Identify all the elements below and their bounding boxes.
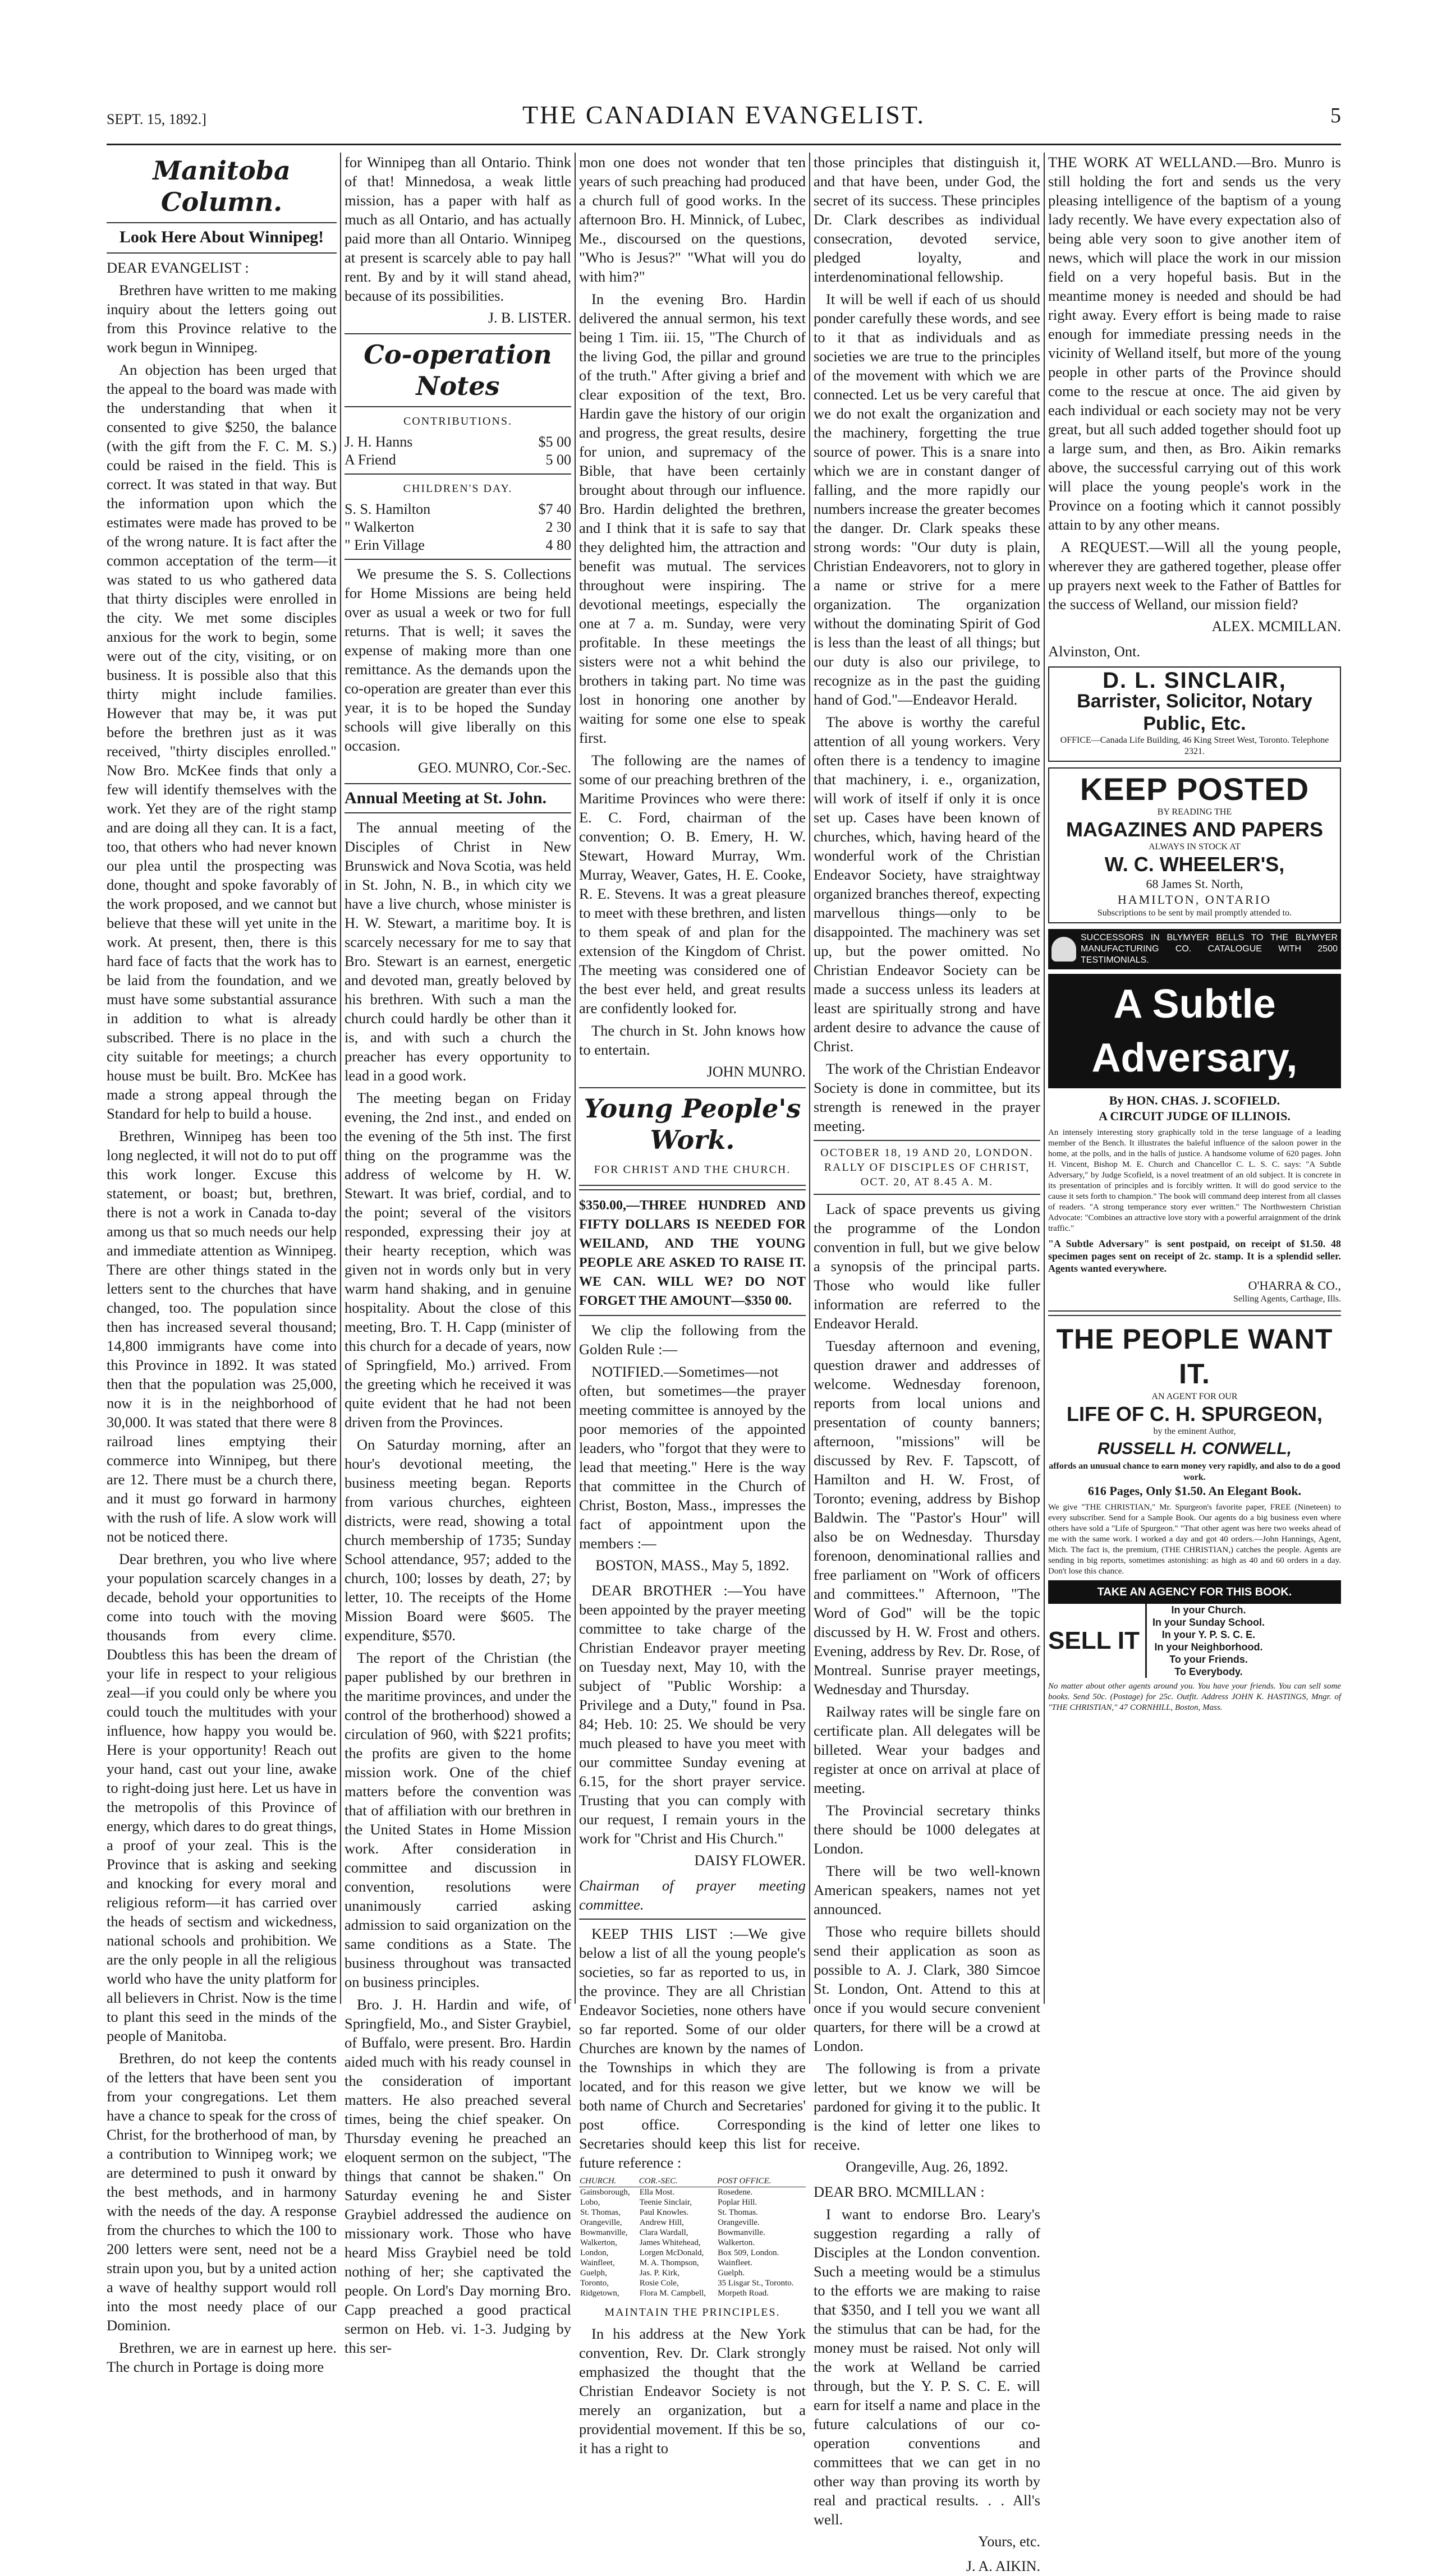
- article-paragraph: The meeting began on Friday evening, the 2nd inst., and ended on the evening of the 5th inst. The first thing on the programme was the address of welcome by H. W. Stewart. It was brief, cordial, and to the point; several of the visitors responded, expressing their joy at their hearty reception, which was given not in words only but in very warm hand shaking, and in genuine hospitality. About the close of this meeting, Bro. T. H. Capp (minister of this church for a decade of years, now of Springfield, Mo.) arrived. From the greeting which he received it was quite evident that he had not been driven from the Provinces.: [345, 1089, 571, 1430]
- column-4: [814, 153, 1040, 2574]
- manitoba-column-heading: Manitoba Column.: [153, 155, 291, 217]
- divider: [579, 1087, 806, 1088]
- article-paragraph: There will be two well-known American speakers, names not yet announced.: [814, 1862, 1040, 1917]
- contribution-row: J. H. Hanns $5 00: [345, 434, 571, 450]
- article-paragraph: The following are the names of some of our preaching brethren of the Maritime Provinces who were there: E. C. Ford, chairman of the convention; O. B. Emery, H. W. Stewart, Howard Murray, Wm. Murray, Weaver, Gates, H. E. Cooke, R. E. Stevens. It was a great pleasure to meet with these brethren, and listen to them speak of and plan for the extension of the Kingdom of Christ. The meeting was considered one of the best ever held, and great results are confidently looked for.: [579, 752, 806, 1016]
- selling-agents: Selling Agents, Carthage, Ills.: [1233, 1294, 1341, 1304]
- column-1: [107, 153, 337, 2375]
- sell-it-label: SELL IT: [1048, 1627, 1140, 1654]
- ad-address: OFFICE—Canada Life Building, 46 King Street West, Toronto. Telephone 2321.: [1060, 735, 1329, 756]
- letter-dateline: Orangeville, Aug. 26, 1892.: [846, 2159, 1008, 2175]
- young-peoples-work-heading: Young People's Work.: [584, 1093, 801, 1155]
- article-paragraph: Brethren, we are in earnest up here. The church in Portage is doing more: [107, 2339, 337, 2375]
- column-divider: [575, 153, 576, 2004]
- subtle-adversary-advertisement: [1048, 974, 1341, 1305]
- article-paragraph: The annual meeting of the Disciples of Christ in New Brunswick and Nova Scotia, was held in St. John, N. B., in which city we have a live church, whose minister is H. W. Stewart, a maritime boy. It is scarcely necessary for me to say that Bro. Stewart is an earnest, energetic and devoted man, greatly beloved by his brethren. With such a man the church could hardly be other than it is, and with such a church the preacher has every opportunity to lead in a good work.: [345, 819, 571, 1084]
- book-title: A Subtle Adversary,: [1048, 974, 1341, 1088]
- table-row: Toronto, Rosie Cole, 35 Lisgar St., Toronto.: [580, 2279, 794, 2288]
- contribution-row: A Friend 5 00: [345, 452, 571, 468]
- book-author: By HON. CHAS. J. SCOFIELD.: [1109, 1093, 1280, 1107]
- article-paragraph: Bro. J. H. Hardin and wife, of Springfield, Mo., and Sister Graybiel, of Buffalo, were present. Bro. Hardin aided much with his ready counsel in the consideration of important matters. He also preached several times, being the chief speaker. On Thursday evening he preached an eloquent sermon on the subject, "The things that cannot be shaken." On Saturday evening he and Sister Graybiel addressed the audience on missionary work. Those who have heard Miss Graybiel need be told nothing of her; she captivated the people. On Lord's Day morning Bro. Capp preached a good practical sermon on Heb. vi. 1-3. Judging by this ser-: [345, 1996, 571, 2356]
- divider: [345, 406, 571, 407]
- article-paragraph: The above is worthy the careful attention of all young workers. Very often there is a tendency to imagine that machinery, i. e., organization, will work of itself if only it is once set up. Cases have been known of churches, which, having heard of the wonderful work of the Christian Endeavor Society, have straightway organized branches thereof, expecting marvellous things—only to be disappointed. The machinery was set up, but the power omitted. No Christian Endeavor Society can be made a success unless its leaders at least are spiritually strong and have ardent desire to advance the cause of Christ.: [814, 714, 1040, 1055]
- book-price: "A Subtle Adversary" is sent postpaid, on receipt of $1.50. 48 specimen pages sent on receipt of 2c. stamp. It is a splendid seller. Agents wanted everywhere.: [1048, 1238, 1341, 1274]
- table-row: Wainfleet, M. A. Thompson, Wainfleet.: [580, 2258, 752, 2267]
- article-paragraph: An objection has been urged that the appeal to the board was made with the understanding that when it consented to give $250, the balance (with the gift from the F. C. M. S.) could be raised in the field. This is correct. It was stated in that way. But the information upon which the estimates were made has proved to be of the wrong nature. It is fact after the common acceptation of the term—it was stated to us who gathered data that thirty disciples were enrolled in the city. We met some disciples anxious for the work to begin, some were out of the city, visiting, or on business. It is possible also that this thirty might include families. However that may be, it was put before the brethren just as it was received, "thirty disciples enrolled." Now Bro. McKee finds that only a few will identify themselves with the work. Yet they are of the right stamp and are doing all they can. It is a fact, too, that others who had never known our plea until the prospecting was done, thought and spoke favorably of the work proposed, and we cannot but believe that these will yet unite in the work. At present, then, there is this hard face of facts that the work has to be laid from the foundation, and we must have some substantial assurance in addition to what is already subscribed. There is no place in the city suitable for meetings; a church house must be built. Bro. McKee has made a strong appeal through the Standard for help to build a house.: [107, 361, 337, 1122]
- page-header: [107, 100, 1341, 136]
- ad-book: LIFE OF C. H. SPURGEON,: [1066, 1402, 1323, 1425]
- divider: [107, 252, 337, 254]
- column-5: [1048, 153, 1341, 2004]
- sinclair-advertisement: [1048, 666, 1341, 762]
- ad-store: W. C. WHEELER'S,: [1104, 853, 1285, 876]
- letter-dateline: BOSTON, MASS., May 5, 1892.: [595, 1557, 789, 1574]
- book-blurb: An intensely interesting story graphically told in the terse language of a leading member of the Bench. It illustrates the baleful influence of the saloon power in the home, at the polls, and in the halls of justice. A handsome volume of 620 pages. John H. Vincent, Bishop M. E. Church and Chancellor C. L. S. C. says: "A Subtle Adversary," by Judge Scofield, is a novel treatment of an old subject. It is concrete in its presentation of principles and is forcibly written. It will do good service to the cause it sets forth to champion." The book will command deep interest from all classes of readers. "A strong temperance story ever written." The Northwestern Christian Advocate: "Combines an attractive love story with a powerful arraignment of the drink traffic.": [1048, 1128, 1341, 1233]
- article-paragraph: The Provincial secretary thinks there should be 1000 delegates at London.: [814, 1802, 1040, 1857]
- ad-take-agency: TAKE AN AGENCY FOR THIS BOOK.: [1048, 1580, 1341, 1604]
- signature-place: Alvinston, Ont.: [1048, 643, 1141, 660]
- article-paragraph: Tuesday afternoon and evening, question drawer and addresses of welcome. Wednesday forenoon, reports from local unions and presentation of county banners; afternoon, "missions" will be discussed by Rev. F. Tapscott, of Hamilton and H. W. Frost, of Toronto; evening, address by Bishop Baldwin. The "Pastor's Hour" will also be on Wednesday. Thursday forenoon, denominational rallies and free parliament on "Work of officers and committees." Afternoon, "The Word of God" will be the topic discussed by H. W. Frost and others. Evening, address by Rev. Dr. Rose, of Montreal. Sunrise prayer meetings, Wednesday and Thursday.: [814, 1337, 1040, 1698]
- spurgeon-advertisement: [1048, 1322, 1341, 1713]
- ad-pages: 616 Pages, Only $1.50. An Elegant Book.: [1087, 1484, 1302, 1498]
- list-item: In your Y. P. S. C. E.: [1161, 1629, 1256, 1640]
- divider: [345, 333, 571, 334]
- article-paragraph: Brethren, Winnipeg has been too long neglected, it will not do to put off this work longer. Excuse this statement, or boast; but, brethren, there is not a work in Canada to-day among us that so much needs our help and immediate attention as Winnipeg. There are other things stated in the letters sent to the churches that have changed, too. The population since then has increased several thousand; 14,800 immigrants have come into this Province in 1892. It was stated then that the population was 25,000, now it is in the neighborhood of 30,000. It was stated that there were 8 railroad lines emptying their commerce into Winnipeg, but there are 12. There must be a church there, and it must go forward in harmony with the rush of life. A slow work will not be noticed there.: [107, 1128, 337, 1545]
- ad-title: Barrister, Solicitor, Notary Public, Etc.: [1077, 691, 1312, 734]
- article-paragraph: THE WORK AT WELLAND.—Bro. Munro is still holding the fort and sends us the very pleasing intelligence of the baptism of a young lady recently. We have every expectation also of being able very soon to give another item of news, which will place the work in our mission field on a very hopeful basis. But in the meantime money is needed and should be had right away. Every effort is being made to raise enough for immediate pressing needs in the vicinity of Welland itself, but more of the young people in other parts of the Province should come to the rescue at once. The aid given by each individual or each society may not be very great, but all such added together should foot up a large sum, and then, as Bro. Aikin remarks above, the successful carrying out of this work will place the young people's work in the Province on a footing which it cannot possibly attain to by any other means.: [1048, 154, 1341, 533]
- ad-pitch: affords an unusual chance to earn money very rapidly, and also to do a good work.: [1049, 1461, 1340, 1482]
- article-paragraph: The following is from a private letter, but we know we will be pardoned for giving it to the public. It is the kind of letter one likes to receive.: [814, 2060, 1040, 2153]
- column-divider: [340, 153, 341, 2004]
- ad-name: D. L. SINCLAIR,: [1103, 668, 1287, 693]
- author-role: A CIRCUIT JUDGE OF ILLINOIS.: [1099, 1109, 1291, 1123]
- article-paragraph: I want to endorse Bro. Leary's suggestion regarding a rally of Disciples at the London convention. Such a meeting would be a stimulus to the efforts we are making to raise that $350, and I tell you we want all the stimulus that can be had, for the money must be raised. Not only will the work at Welland be carried through, but the Y. P. S. C. E. will earn for itself a name and place in the future calculations of our co-operation conventions and committees that we can get in no other way than proving its worth by real and practical results. . . All's well.: [814, 2206, 1040, 2528]
- article-paragraph: Those who require billets should send their application as soon as possible to A. J. Clark, 380 Simcoe St. London, Ont. Attend to this at once if you would secure convenient quarters, for there will be a crowd at London.: [814, 1923, 1040, 2054]
- divider: [345, 559, 571, 560]
- sell-it-list: [1145, 1604, 1265, 1678]
- childrens-day-label: CHILDREN'S DAY.: [403, 482, 513, 495]
- ad-blurb: We give "THE CHRISTIAN," Mr. Spurgeon's favorite paper, FREE (Nineteen) to every subscriber. Send for a Sample Book. Our agents do a big business even where others have sold a "Life of Spurgeon." "That other agent was here two weeks ahead of me with the same work. I worked a day and got 40 orders.—John Hannings, Agent, Mich. The fact is, the premium, (THE CHRISTIAN,) catches the people. Agents are sending in big reports, sometimes astonishing: as high as 40 and 60 orders in a day. Don't lose this chance.: [1048, 1503, 1341, 1576]
- article-paragraph: Brethren, do not keep the contents of the letters that have been sent you from your congregations. Let them have a chance to speak for the cross of Christ, for the brotherhood of man, by a contribution to Winnipeg work; we are determined to push it onward by the best methods, and in harmony with the needs of the day. A response from the churches to which the 100 to 200 letters were sent, need not be a strain upon you, but by a united action a wave of healthy support would roll into the most needy place of our Dominion.: [107, 2050, 337, 2334]
- ad-footer: No matter about other agents around you. You have your friends. You can sell some books. Send 50c. (Postage) for 25c. Outfit. Address JOHN K. HASTINGS, Mngr. of "THE CHRISTIAN," 47 CORNHILL, Boston, Mass.: [1048, 1682, 1341, 1712]
- rally-heading: OCTOBER 18, 19 AND 20, LONDON. RALLY OF DISCIPLES OF CHRIST, OCT. 20, AT 8.45 A. M.: [820, 1147, 1034, 1188]
- article-paragraph: Brethren have written to me making inquiry about the letters going out from this Province relative to the work begun in Winnipeg.: [107, 282, 337, 356]
- article-paragraph: DEAR BROTHER :—You have been appointed by the prayer meeting committee to take charge of the Christian Endeavor prayer meeting on Tuesday next, May 10, with the subject of "Public Worship: a Privilege and a Duty," found in Psa. 84; Heb. 10: 25. We should be very much pleased to have you meet with our committee Sunday evening at 6.15, for the short prayer service. Trusting that you can comply with our request, I remain yours in the work for "Christ and His Church.": [579, 1582, 806, 1847]
- signature: JOHN MUNRO.: [706, 1064, 806, 1080]
- article-subheading: Look Here About Winnipeg!: [119, 228, 324, 246]
- table-row: London, Lorgen McDonald, Box 509, London.: [580, 2248, 779, 2257]
- signature: DAISY FLOWER.: [694, 1852, 806, 1869]
- list-item: In your Church.: [1171, 1604, 1246, 1616]
- article-paragraph: It will be well if each of us should ponder carefully these words, and see to it that as individuals and as societies we are true to the principles of the movement with which we are connected. Let us be very careful that we do not exalt the organization and the machinery, forgetting the true source of power. This is a snare into which we are in constant danger of falling, and the more rapidly our numbers increase the greater becomes the danger. Dr. Clark speaks these strong words: "Our duty is plain, Christian Endeavorers, not to glory in a name or strive for a mere organization. The organization without the dominating Spirit of God is less than the least of all things; but our duty is also our privilege, to recognize as in the past the guiding hand of God."—Endeavor Herald.: [814, 291, 1040, 708]
- list-item: To Everybody.: [1174, 1666, 1243, 1677]
- wheeler-advertisement: [1048, 767, 1341, 923]
- page-number: 5: [1330, 104, 1341, 127]
- ad-note: Subscriptions to be sent by mail promptly attended to.: [1097, 908, 1292, 918]
- divider: [107, 222, 337, 223]
- divider: [579, 1315, 806, 1316]
- signature: J. A. AIKIN.: [966, 2558, 1040, 2574]
- article-paragraph: those principles that distinguish it, and that have been, under God, the secret of its success. These principles Dr. Clark describes as individual consecration, devoted service, pledged loyalty, and interdenominational fellowship.: [814, 154, 1040, 285]
- ad-by: by the eminent Author,: [1153, 1427, 1236, 1436]
- column-divider: [809, 153, 810, 2004]
- ad-author: RUSSELL H. CONWELL,: [1097, 1439, 1292, 1458]
- publisher: O'HARRA & CO.,: [1248, 1278, 1341, 1292]
- signature: GEO. MUNRO, Cor.-Sec.: [418, 760, 571, 776]
- letter-close: Yours, etc.: [978, 2533, 1040, 2550]
- ad-street: 68 James St. North,: [1146, 877, 1243, 891]
- young-peoples-subheading: FOR CHRIST AND THE CHURCH.: [594, 1163, 791, 1176]
- divider: [579, 1185, 806, 1190]
- contribution-row: S. S. Hamilton $7 40: [345, 501, 571, 517]
- table-header: COR.-SEC.: [639, 2175, 717, 2187]
- article-paragraph: Lack of space prevents us giving the programme of the London convention in full, but we give below a synopsis of the principal parts. Those who would like fuller information are referred to the Endeavor Herald.: [814, 1200, 1040, 1332]
- fundraising-appeal: $350.00,—THREE HUNDRED AND FIFTY DOLLARS IS NEEDED FOR WEILAND, AND THE YOUNG PEOPLE ARE ASKED TO RAISE IT. WE CAN. WILL WE? DO NOT FORGET THE AMOUNT—$350 00.: [579, 1198, 806, 1308]
- contribution-row: " Walkerton 2 30: [345, 519, 571, 535]
- ad-city: HAMILTON, ONTARIO: [1117, 893, 1272, 907]
- article-paragraph: We clip the following from the Golden Rule :—: [579, 1322, 806, 1358]
- table-row: Bowmanville, Clara Wardall, Bowmanville.: [580, 2228, 765, 2237]
- list-item: In your Neighborhood.: [1154, 1641, 1263, 1653]
- column-divider: [1044, 153, 1045, 2004]
- article-paragraph: KEEP THIS LIST :—We give below a list of all the young people's societies, so far as reported to us, in the province. They are all Christian Endeavor Societies, none others have so far reported. Some of our older Churches are known by the names of the Townships in which they are located, and for this reason we give both name of Church and Secretaries' post office. Corresponding Secretaries should keep this list for future reference :: [579, 1925, 806, 2171]
- table-row: Walkerton, James Whitehead, Walkerton.: [580, 2238, 755, 2247]
- column-3: [579, 153, 806, 2457]
- contribution-row: " Erin Village 4 80: [345, 537, 571, 553]
- article-paragraph: Railway rates will be single fare on certificate plan. All delegates will be billeted. Wear your badges and register at once on arrival at place of meeting.: [814, 1703, 1040, 1796]
- table-header: CHURCH.: [579, 2175, 639, 2187]
- bell-advertisement-banner: SUCCESSORS IN BLYMYER BELLS TO THE BLYMYER MANUFACTURING CO. CATALOGUE WITH 2500 TESTIMONIALS.: [1048, 929, 1341, 969]
- article-paragraph: A REQUEST.—Will all the young people, wherever they are gathered together, please offer up prayers next week to the Father of Battles for the success of Welland, our mission field?: [1048, 539, 1341, 613]
- societies-table: [579, 2175, 806, 2298]
- table-row: Lobo, Teenie Sinclair, Poplar Hill.: [580, 2198, 757, 2207]
- divider: [1048, 1310, 1341, 1316]
- article-paragraph: In his address at the New York convention, Rev. Dr. Clark strongly emphasized the thought that the Christian Endeavor Society is not merely an organization, but a providential movement. If this be so, it has a right to: [579, 2325, 806, 2457]
- list-item: In your Sunday School.: [1152, 1617, 1265, 1628]
- table-header-row: [579, 2175, 806, 2187]
- article-paragraph: In the evening Bro. Hardin delivered the annual sermon, his text being 1 Tim. iii. 15, "The Church of the living God, the pillar and ground of the truth." After giving a brief and clear exposition of the text, Bro. Hardin gave the history of our origin and progress, the great results, desire for union, and supremacy of the Bible, that have been certainly brought about through our influence. Bro. Hardin delighted the brethren, and I think that it is safe to say that they delighted him, the attraction and benefit was mutual. The services throughout were inspiring. The devotional meetings, especially the one at 7 a. m. Sunday, were very profitable. In these meetings the sisters were not a whit behind the brothers in taking part. No time was lost in honoring one another by waiting for some one else to speak first.: [579, 291, 806, 746]
- ad-agent: AN AGENT FOR OUR: [1151, 1392, 1238, 1401]
- ad-always: ALWAYS IN STOCK AT: [1149, 842, 1241, 852]
- column-2: [345, 153, 571, 2356]
- ad-headline: KEEP POSTED: [1080, 771, 1310, 807]
- article-paragraph: NOTIFIED.—Sometimes—not often, but sometimes—the prayer meeting committee is annoyed by the poor memories of the appointed leaders, who "forgot that they were to lead that meeting." Here is the way that committee in the Church of Christ, Boston, Mass., impresses the fact of appointment upon the members :—: [579, 1363, 806, 1552]
- divider: [579, 1919, 806, 1920]
- divider: [345, 812, 571, 813]
- principles-heading: MAINTAIN THE PRINCIPLES.: [604, 2306, 780, 2319]
- bell-icon: [1051, 937, 1076, 962]
- table-row: Guelph, Jas. P. Kirk, Guelph.: [580, 2269, 745, 2278]
- divider: [345, 473, 571, 475]
- contributions-label: CONTRIBUTIONS.: [403, 415, 513, 427]
- table-row: St. Thomas, Paul Knowles. St. Thomas.: [580, 2208, 758, 2217]
- ad-headline: THE PEOPLE WANT IT.: [1056, 1323, 1333, 1390]
- signature: ALEX. MCMILLAN.: [1211, 618, 1341, 634]
- sell-it-block: [1048, 1604, 1341, 1678]
- article-paragraph: The church in St. John knows how to entertain.: [579, 1022, 806, 1058]
- issue-date: SEPT. 15, 1892.]: [107, 111, 206, 127]
- divider: [345, 783, 571, 784]
- annual-meeting-heading: Annual Meeting at St. John.: [345, 789, 547, 807]
- article-paragraph: Dear brethren, you who live where your population scarcely changes in a decade, behold your opportunities to come into touch with the moving thousands from every clime. Doubtless this has been the dream of your life in respect to your religious zeal—if you could only be where you could touch the multitudes with your influence, how happy you would be. Here is your opportunity! Reach out your hand, cast out your line, awake to right-doing just here. Let us have in the metropolis of this Province of energy, which dares to do great things, a proof of your zeal. This is the Province that is asking and seeking and knocking for every moral and religious reform—it has carried over the heads of sectism and wickedness, national schools and prohibition. We are the only people in all the religious world who have the unity platform for all believers in Christ. Now is the time to plant this seed in the minds of the people of Manitoba.: [107, 1551, 337, 2044]
- signature-role: Chairman of prayer meeting committee.: [579, 1877, 806, 1913]
- header-rule: [107, 144, 1341, 145]
- salutation: DEAR BRO. MCMILLAN :: [814, 2183, 985, 2200]
- ad-by: BY READING THE: [1157, 807, 1232, 817]
- article-paragraph: for Winnipeg than all Ontario. Think of that! Minnedosa, a weak little mission, has a paper with half as much as all Ontario, and has actually paid more than all Ontario. Winnipeg at present is scarcely able to pay hall rent. By and by it will stand ahead, because of its possibilities.: [345, 154, 571, 304]
- table-row: Gainsborough, Ella Most. Rosedene.: [580, 2188, 753, 2197]
- divider: [814, 1194, 1040, 1195]
- newspaper-title: THE CANADIAN EVANGELIST.: [522, 100, 926, 129]
- article-paragraph: The work of the Christian Endeavor Society is done in committee, but its strength is renewed in the prayer meeting.: [814, 1060, 1040, 1134]
- table-header: POST OFFICE.: [717, 2175, 806, 2187]
- salutation: DEAR EVANGELIST :: [107, 259, 249, 276]
- signature: J. B. LISTER.: [488, 310, 571, 326]
- article-paragraph: We presume the S. S. Collections for Home Missions are being held over as usual a week or two for full returns. That is well; it saves the expense of making more than one remittance. As the demands upon the co-operation are greater than ever this year, it is to be hoped the Sunday schools will give liberally on this occasion.: [345, 565, 571, 754]
- list-item: To your Friends.: [1169, 1654, 1248, 1665]
- table-row: Orangeville, Andrew Hill, Orangeville.: [580, 2218, 760, 2227]
- article-paragraph: The report of the Christian (the paper published by our brethren in the maritime provinces, and under the control of the brotherhood) showed a circulation of 960, with $221 profits; the profits are given to the home mission work. One of the chief matters before the convention was that of affiliation with our brethren in the United States in Home Mission work. After consideration in committee and discussion in convention, resolutions were unanimously carried asking admission to said organization on the same conditions as a State. The business throughout was transacted on business principles.: [345, 1649, 571, 1990]
- article-paragraph: On Saturday morning, after an hour's devotional meeting, the business meeting began. Reports from various churches, eighteen districts, were read, showing a total church membership of 1735; Sunday School attendance, 957; added to the church, 100; losses by death, 27; by letter, 10. The receipts of the Home Mission Board were $605. The expenditure, $570.: [345, 1436, 571, 1644]
- cooperation-notes-heading: Co-operation Notes: [364, 339, 552, 401]
- divider: [814, 1140, 1040, 1141]
- table-row: Ridgetown, Flora M. Campbell, Morpeth Road.: [580, 2289, 769, 2298]
- article-paragraph: mon one does not wonder that ten years of such preaching had produced a church full of good works. In the afternoon Bro. H. Minnick, of Lubec, Me., discoursed on the questions, "Who is Jesus?" "What will you do with him?": [579, 154, 806, 285]
- ad-main: MAGAZINES AND PAPERS: [1066, 818, 1324, 841]
